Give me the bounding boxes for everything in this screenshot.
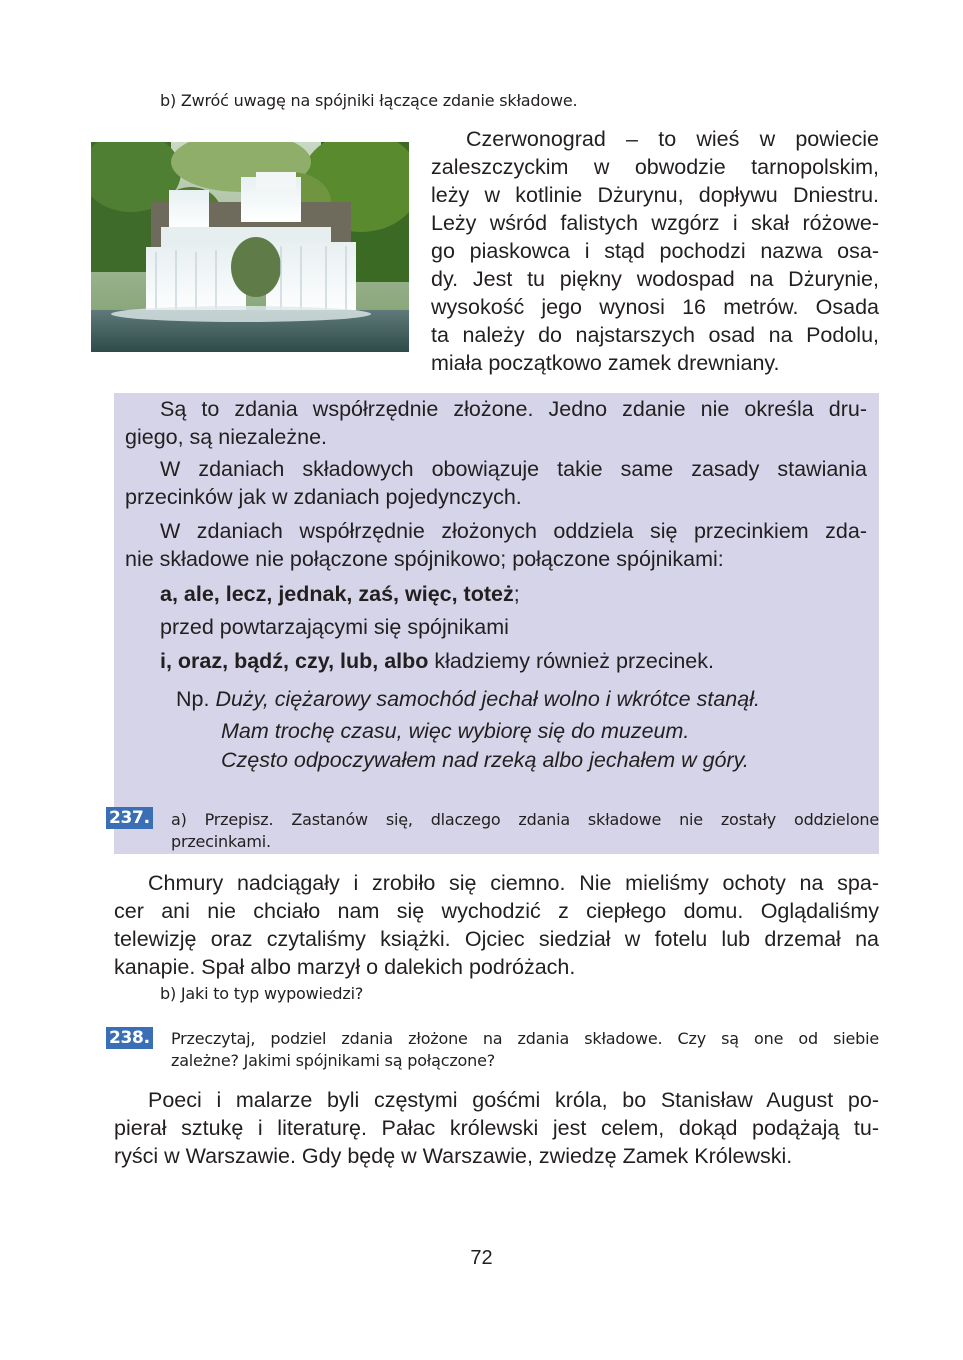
rule-line: nie składowe nie połączone spójnikowo; połączone spójnikami: <box>125 547 724 571</box>
conjunctions-bold: i, oraz, bądź, czy, lub, albo <box>160 649 429 673</box>
rule-line: W zdaniach składowych obowiązuje takie same zasady stawiania <box>160 457 867 481</box>
text-line: kanapie. Spał albo marzył o dalekich podróżach. <box>114 955 576 979</box>
conjunctions-tail: kładziemy również przecinek. <box>428 649 714 673</box>
text-line: Poeci i malarze byli częstymi gośćmi króla, bo Stanisław August po- <box>148 1088 879 1112</box>
conjunctions-tail: ; <box>513 582 520 606</box>
conjunctions-line-2 <box>160 647 714 675</box>
rule-line: giego, są niezależne. <box>125 425 328 449</box>
example-2 <box>221 716 689 747</box>
reading-line: go piaskowca i stąd pochodzi nazwa osa- <box>431 239 879 263</box>
example-sentence: Często odpoczywałem nad rzeką albo jechałem w góry. <box>221 748 749 772</box>
exercise-237-task-b: b) Jaki to typ wypowiedzi? <box>160 984 364 1003</box>
text-line: cer ani nie chciało nam się wychodzić z ciepłego domu. Oglądaliśmy <box>114 899 879 923</box>
task-line: przecinkami. <box>171 832 271 851</box>
exercise-237-number <box>106 807 153 829</box>
exercise-237-text <box>114 869 879 981</box>
text-line: pierał sztukę i literaturę. Pałac królewski jest celem, dokąd podążają tu- <box>114 1116 879 1140</box>
task-line: a) Przepisz. Zastanów się, dlaczego zdania składowe nie zostały oddzielone <box>171 810 879 829</box>
exercise-number: 238. <box>106 1027 153 1049</box>
reading-line: zaleszczyckim w obwodzie tarnopolskim, <box>431 155 879 179</box>
rule-line: Są to zdania współrzędnie złożone. Jedno zdanie nie określa dru- <box>160 397 867 421</box>
rule-paragraph-1 <box>125 395 867 451</box>
reading-text <box>431 125 879 377</box>
example-3 <box>221 745 749 776</box>
example-sentence: Mam trochę czasu, więc wybiorę się do muzeum. <box>221 719 690 743</box>
reading-line: Leży wśród falistych wzgórz i skał różowe- <box>431 211 879 235</box>
task-line: Przeczytaj, podziel zdania złożone na zdania składowe. Czy są one od siebie <box>171 1029 879 1048</box>
exercise-238-text <box>114 1086 879 1170</box>
rule-paragraph-3 <box>125 517 867 573</box>
task-line: zależne? Jakimi spójnikami są połączone? <box>171 1051 496 1070</box>
repeat-line: przed powtarzającymi się spójnikami <box>160 615 509 639</box>
reading-line: miała początkowo zamek drewniany. <box>431 351 780 375</box>
reading-line: wysokość jego wynosi 16 metrów. Osada <box>431 295 879 319</box>
page-number: 72 <box>470 1247 493 1269</box>
conjunctions-bold: a, ale, lecz, jednak, zaś, więc, toteż <box>160 582 514 606</box>
text-line: ryści w Warszawie. Gdy będę w Warszawie, zwiedzę Zamek Królewski. <box>114 1144 793 1168</box>
exercise-238-task <box>171 1028 879 1072</box>
intro-task: b) Zwróć uwagę na spójniki łączące zdanie składowe. <box>160 91 578 110</box>
exercise-number: 237. <box>106 807 153 829</box>
text-line: telewizję oraz czytaliśmy książki. Ojciec siedział w fotelu lub drzemał na <box>114 927 879 951</box>
exercise-237-task-a <box>171 809 879 853</box>
conjunctions-line-1 <box>160 580 520 608</box>
waterfall-photo <box>91 142 409 352</box>
reading-line: dy. Jest tu piękny wodospad na Dżurynie, <box>431 267 879 291</box>
example-1 <box>176 684 760 715</box>
example-prefix: Np. <box>176 687 216 711</box>
rule-paragraph-2 <box>125 455 867 511</box>
reading-line: Czerwonograd – to wieś w powiecie <box>466 127 879 151</box>
reading-line: ta należy do najstarszych osad na Podolu, <box>431 323 879 347</box>
reading-line: leży w kotlinie Dżurynu, dopływu Dniestru. <box>431 183 879 207</box>
rule-line: przecinków jak w zdaniach pojedynczych. <box>125 485 522 509</box>
exercise-238-number <box>106 1027 153 1049</box>
text-line: Chmury nadciągały i zrobiło się ciemno. Nie mieliśmy ochoty na spa- <box>148 871 879 895</box>
example-sentence: Duży, ciężarowy samochód jechał wolno i wkrótce stanął. <box>215 687 760 711</box>
rule-line: W zdaniach współrzędnie złożonych oddziela się przecinkiem zda- <box>160 519 867 543</box>
